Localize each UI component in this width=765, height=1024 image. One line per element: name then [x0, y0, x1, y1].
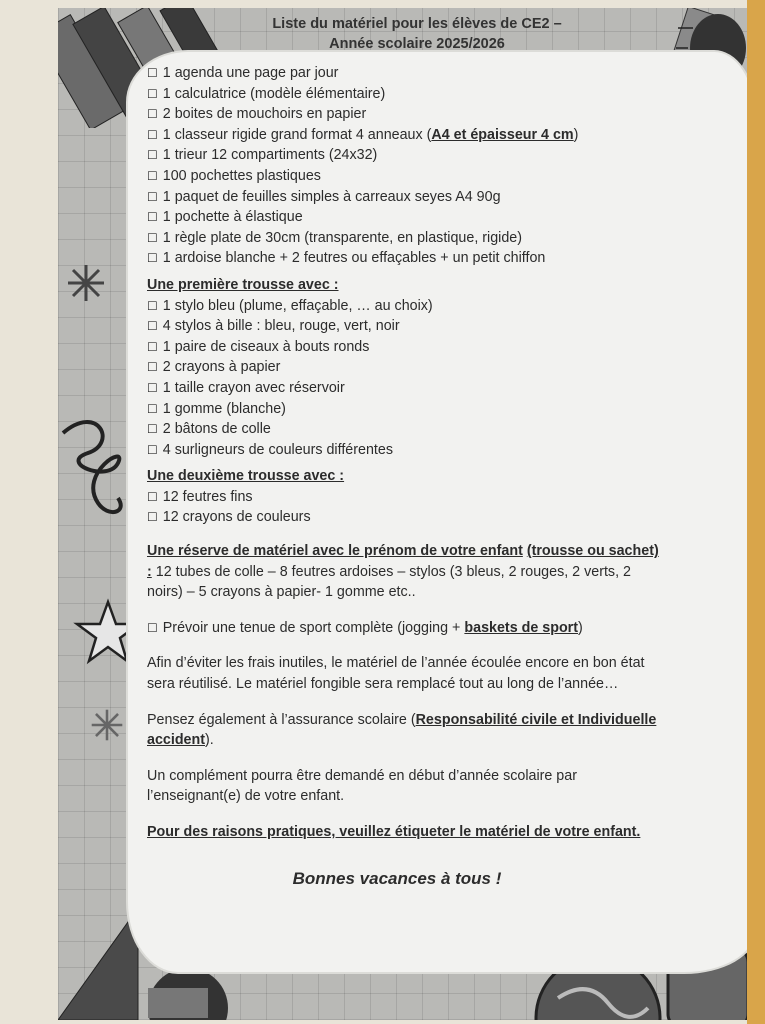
checkbox-icon: ☐: [147, 422, 158, 437]
item-text: 12 feutres fins: [162, 488, 253, 505]
reuse-paragraph: Afin d’éviter les frais inutiles, le matériel de l’année écoulée encore en bon état sera réutilisé. Le matériel fongible sera remplacé tout au long de l’année…: [147, 655, 645, 693]
item-text: 1 paquet de feuilles simples à carreaux seyes A4 90g: [162, 188, 501, 205]
reserve-paragraph: Une réserve de matériel avec le prénom de votre enfant (trousse ou sachet) : 12 tubes de colle – 8 feutres ardoises – stylos (3 bleus, 2 rouges, 2 verts, 2 noirs) – 5 crayons à papier- 1 gomme etc..: [147, 543, 659, 601]
background-edge: [747, 0, 765, 1024]
checkbox-icon: ☐: [147, 230, 158, 245]
checkbox-icon: ☐: [147, 380, 158, 395]
list-item: [147, 248, 667, 269]
item-text: 1 gomme (blanche): [162, 400, 286, 417]
item-text: 1 paire de ciseaux à bouts ronds: [162, 338, 370, 355]
document-body: [147, 14, 667, 889]
item-text: 1 pochette à élastique: [162, 209, 303, 226]
list-item: [147, 440, 667, 461]
checkbox-icon: ☐: [147, 339, 158, 354]
checkbox-icon: ☐: [147, 251, 158, 266]
checkbox-icon: ☐: [147, 360, 158, 375]
checkbox-icon: ☐: [147, 107, 158, 122]
item-text: 1 classeur rigide grand format 4 anneaux (: [162, 126, 432, 143]
checkbox-icon: ☐: [147, 298, 158, 313]
item-text: 1 calculatrice (modèle élémentaire): [162, 85, 386, 102]
item-text-after: ): [573, 126, 579, 143]
list-item: [147, 487, 667, 508]
labeling-paragraph: Pour des raisons pratiques, veuillez étiqueter le matériel de votre enfant.: [147, 824, 641, 840]
second-pencil-case-heading: Une deuxième trousse avec :: [147, 468, 345, 485]
checkbox-icon: ☐: [147, 66, 158, 80]
item-text: 4 stylos à bille : bleu, rouge, vert, noir: [162, 318, 400, 335]
list-item: [147, 145, 667, 166]
list-item: [147, 84, 667, 105]
item-text: 12 crayons de couleurs: [162, 509, 311, 526]
item-text: 2 crayons à papier: [162, 359, 281, 376]
item-text: 2 boites de mouchoirs en papier: [162, 106, 367, 123]
list-item: [147, 378, 667, 399]
checkbox-icon: ☐: [147, 620, 158, 635]
general-supplies-list: [147, 63, 667, 269]
first-pencil-case-list: [147, 296, 667, 461]
list-item: [147, 166, 667, 187]
checkbox-icon: ☐: [147, 319, 158, 334]
item-text: 100 pochettes plastiques: [162, 167, 321, 184]
list-item: [147, 316, 667, 337]
insurance-paragraph: Pensez également à l’assurance scolaire (Responsabilité civile et Individuelle accident).: [147, 711, 657, 749]
item-text: 4 surligneurs de couleurs différentes: [162, 441, 393, 458]
list-item: [147, 104, 667, 125]
second-pencil-case-list: [147, 487, 667, 528]
checkbox-icon: ☐: [147, 510, 158, 525]
complement-paragraph: Un complément pourra être demandé en début d’année scolaire par l’enseignant(e) de votre enfant.: [147, 767, 577, 805]
list-item: [147, 228, 667, 249]
first-pencil-case-heading: Une première trousse avec :: [147, 276, 339, 293]
checkbox-icon: ☐: [147, 401, 158, 416]
closing-message: Bonnes vacances à tous !: [292, 868, 502, 888]
checkbox-icon: ☐: [147, 127, 158, 142]
checkbox-icon: ☐: [147, 442, 158, 457]
list-item: [147, 357, 667, 378]
list-item: [147, 125, 667, 146]
asterisk-doodle-icon: [90, 708, 124, 742]
checkbox-icon: ☐: [147, 168, 158, 183]
item-text: 1 taille crayon avec réservoir: [162, 379, 345, 396]
list-item: [147, 207, 667, 228]
list-item: [147, 507, 667, 528]
page-title: Liste du matériel pour les élèves de CE2 – Année scolaire 2025/2026: [272, 16, 562, 52]
sport-outfit-item: ☐ Prévoir une tenue de sport complète (jogging + baskets de sport): [147, 618, 667, 639]
checkbox-icon: ☐: [147, 148, 158, 163]
checkbox-icon: ☐: [147, 489, 158, 504]
item-text: 1 stylo bleu (plume, effaçable, … au choix): [162, 297, 433, 314]
list-item: [147, 399, 667, 420]
checkbox-icon: ☐: [147, 189, 158, 204]
checkbox-icon: ☐: [147, 210, 158, 225]
list-item: [147, 187, 667, 208]
item-text: 1 ardoise blanche + 2 feutres ou effaçables + un petit chiffon: [162, 250, 546, 267]
asterisk-doodle-icon: [66, 263, 106, 303]
list-item: [147, 63, 667, 84]
item-emphasis: A4 et épaisseur 4 cm: [431, 126, 574, 143]
item-text: 1 trieur 12 compartiments (24x32): [162, 147, 378, 164]
checkbox-icon: ☐: [147, 86, 158, 101]
list-item: [147, 337, 667, 358]
item-text: 2 bâtons de colle: [162, 421, 271, 438]
item-text: 1 agenda une page par jour: [162, 65, 339, 81]
list-item: [147, 419, 667, 440]
item-text: 1 règle plate de 30cm (transparente, en plastique, rigide): [162, 229, 522, 246]
list-item: [147, 296, 667, 317]
